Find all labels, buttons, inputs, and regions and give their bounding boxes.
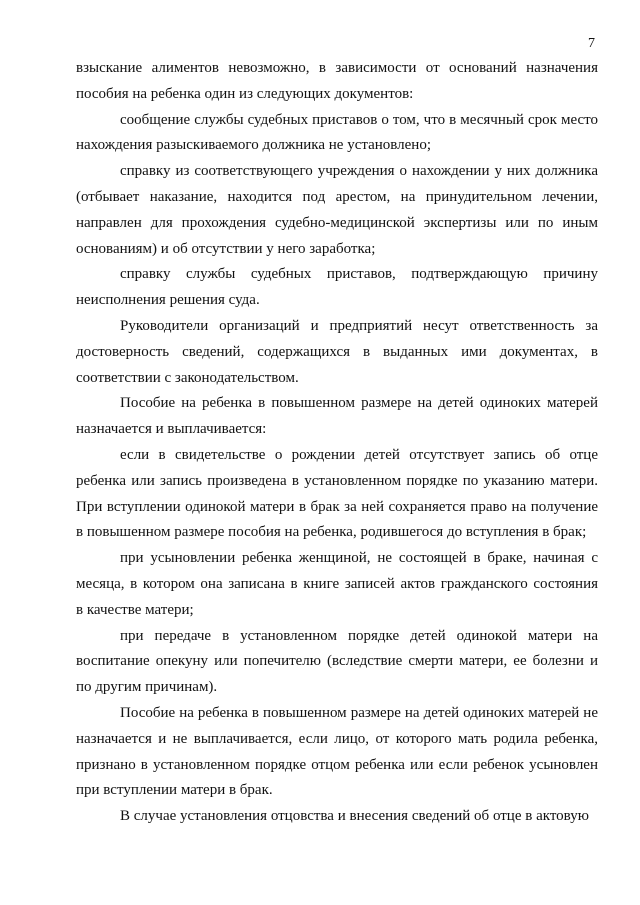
text-line: если в свидетельстве о рождении детей отсутствует запись об отце: [120, 446, 598, 463]
text-line: при усыновлении ребенка женщиной, не состоящей в браке, начиная с: [120, 550, 598, 567]
page-number: 7: [588, 36, 595, 51]
paragraph: [76, 314, 598, 391]
paragraph: [76, 546, 598, 623]
text-line: пособия на ребенка один из следующих документов:: [76, 85, 414, 102]
paragraph: [76, 804, 598, 830]
text-line: месяца, в котором она записана в книге записей актов гражданского состояния: [76, 575, 598, 592]
text-line: при вступлении матери в брак.: [76, 782, 273, 799]
body-text: [76, 56, 598, 830]
text-line: назначается и не выплачивается, если лицо, от которого мать родила ребенка,: [76, 730, 598, 747]
paragraph: [76, 262, 598, 314]
text-line: назначается и выплачивается:: [76, 421, 267, 438]
text-line: в повышенном размере пособия на ребенка, родившегося до вступления в брак;: [76, 524, 587, 541]
paragraph: [76, 159, 598, 262]
paragraph: [76, 108, 598, 160]
text-line: направлен для прохождения судебно-медицинской экспертизы или по иным: [76, 214, 598, 231]
text-line: при передаче в установленном порядке детей одинокой матери на: [120, 627, 598, 644]
text-line: Руководители организаций и предприятий несут ответственность за: [120, 317, 598, 334]
text-line: признано в установленном порядке отцом ребенка или если ребенок усыновлен: [76, 756, 598, 773]
text-line: воспитание опекуну или попечителю (вследствие смерти матери, ее болезни и: [76, 653, 598, 670]
text-line: соответствии с законодательством.: [76, 369, 299, 386]
text-line: Пособие на ребенка в повышенном размере на детей одиноких матерей: [120, 395, 598, 412]
paragraph: [76, 391, 598, 443]
text-line: сообщение службы судебных приставов о том, что в месячный срок место: [120, 111, 598, 128]
text-line: по другим причинам).: [76, 679, 218, 696]
paragraph: [76, 701, 598, 804]
text-line: основаниям) и об отсутствии у него заработка;: [76, 240, 376, 257]
text-line: в качестве матери;: [76, 601, 194, 618]
text-line: (отбывает наказание, находится под арестом, на принудительном лечении,: [76, 188, 598, 205]
text-line: справку из соответствующего учреждения о нахождении у них должника: [120, 163, 598, 180]
text-line: нахождения разыскиваемого должника не установлено;: [76, 137, 431, 154]
paragraph: [76, 443, 598, 546]
text-line: неисполнения решения суда.: [76, 292, 260, 309]
text-line: справку службы судебных приставов, подтверждающую причину: [120, 266, 598, 283]
text-line: Пособие на ребенка в повышенном размере на детей одиноких матерей не: [120, 704, 598, 721]
paragraph: [76, 624, 598, 701]
text-line: В случае установления отцовства и внесения сведений об отце в актовую: [120, 808, 589, 825]
text-line: При вступлении одинокой матери в брак за ней сохраняется право на получение: [76, 498, 598, 515]
text-line: ребенка или запись произведена в установленном порядке по указанию матери.: [76, 472, 598, 489]
paragraph: [76, 56, 598, 108]
text-line: достоверность сведений, содержащихся в выданных ими документах, в: [76, 343, 598, 360]
text-line: взыскание алиментов невозможно, в зависимости от оснований назначения: [76, 60, 598, 76]
